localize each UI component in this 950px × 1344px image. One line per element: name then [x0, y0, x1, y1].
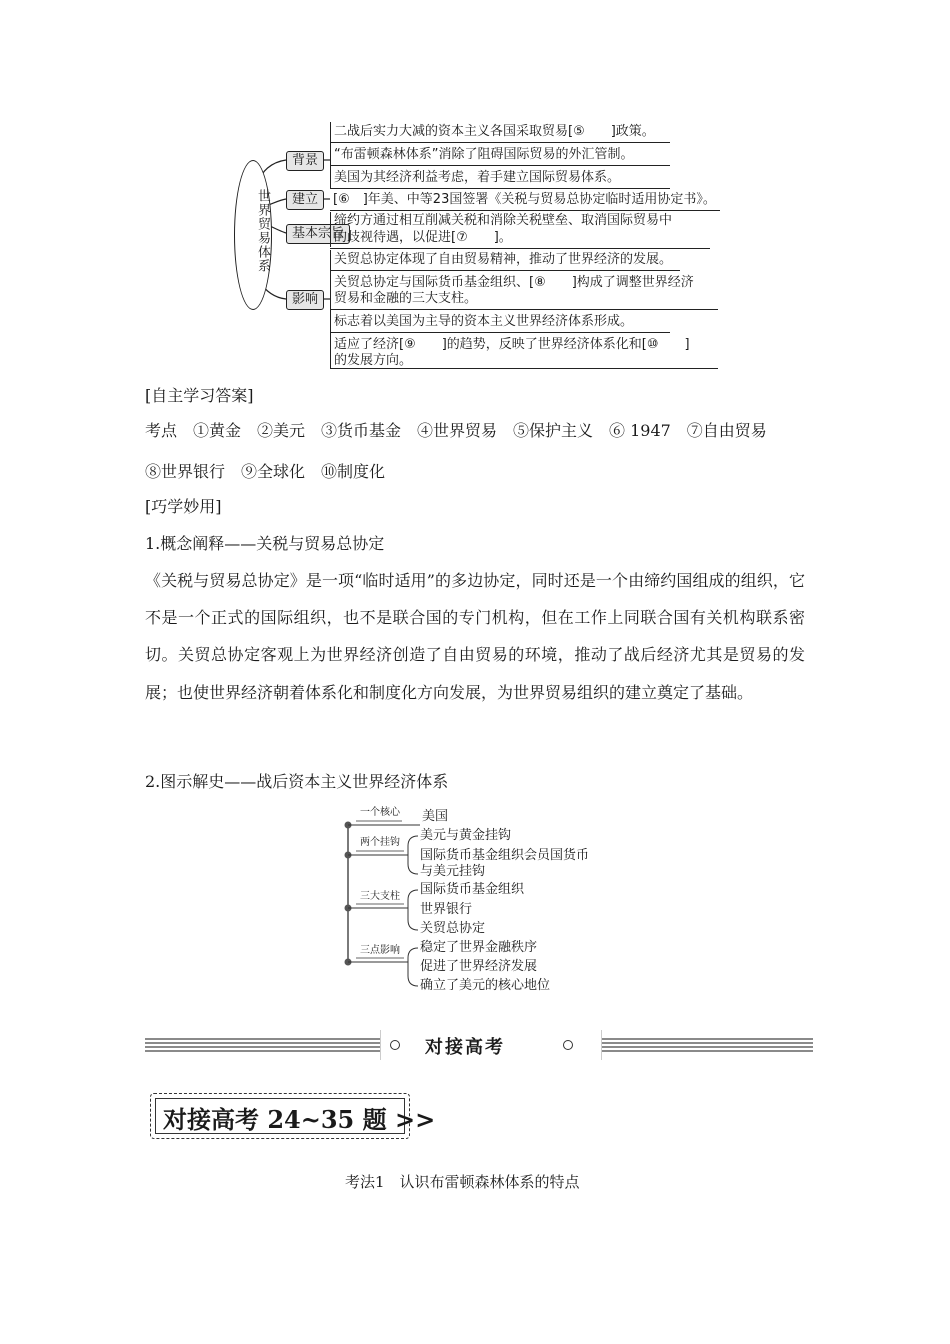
group-3-item-3: 关贸总协定 — [420, 921, 486, 936]
purpose-line-1: 缔约方通过相互削减关税和消除关税壁垒、取消国际贸易中 — [334, 213, 673, 228]
group-4-label: 三点影响 — [360, 945, 400, 956]
answers-heading: [自主学习答案] — [145, 386, 254, 405]
group-4-item-2: 促进了世界经济发展 — [420, 959, 538, 974]
impact-line-3: 贸易和金融的三大支柱。 — [334, 291, 478, 306]
group-4-item-1: 稳定了世界金融秩序 — [420, 940, 538, 955]
group-2-item-1: 美元与黄金挂钩 — [420, 828, 512, 843]
impact-line-1: 关贸总协定体现了自由贸易精神，推动了世界经济的发展。 — [334, 252, 673, 267]
group-4-item-3: 确立了美元的核心地位 — [420, 978, 551, 993]
banner-ring-left-icon — [390, 1040, 400, 1050]
impact-line-4: 标志着以美国为主导的资本主义世界经济体系形成。 — [334, 314, 634, 329]
group-1-item-1: 美国 — [422, 809, 449, 824]
background-line-1: 二战后实力大减的资本主义各国采取贸易[⑤ ]政策。 — [334, 124, 655, 139]
background-line-2: “布雷顿森林体系”消除了阻碍国际贸易的外汇管制。 — [334, 147, 634, 162]
group-3-item-2: 世界银行 — [420, 902, 473, 917]
method-title: 考法1 认识布雷顿森林体系的特点 — [345, 1173, 580, 1191]
impact-line-6: 的发展方向。 — [334, 353, 413, 368]
root-label: 世界贸易体系 — [255, 189, 270, 273]
section-1-paragraph: 《关税与贸易总协定》是一项“临时适用”的多边协定，同时还是一个由缔约国组成的组织，它不是一个正式的国际组织，也不是联合国的专门机构，但在工作上同联合国有关机构联系密切。关贸总协定客观上为世界经济创造了自由贸易的环境，推动了战后经济尤其是贸易的发展；也使世界经济朝着体系化和制度化方向发展，为世界贸易组织的建立奠定了基础。 — [145, 571, 805, 702]
group-2-label: 两个挂钩 — [360, 837, 400, 848]
node-purpose: 基本宗旨 — [286, 224, 350, 244]
node-impact: 影响 — [286, 290, 324, 310]
impact-line-2: 关贸总协定与国际货币基金组织、[⑧ ]构成了调整世界经济 — [334, 275, 694, 290]
tips-heading: [巧学妙用] — [145, 497, 222, 516]
group-1-label: 一个核心 — [360, 807, 400, 818]
section-2-title: 2.图示解史——战后资本主义世界经济体系 — [145, 772, 449, 791]
group-3-label: 三大支柱 — [360, 891, 400, 902]
impact-line-5: 适应了经济[⑨ ]的趋势，反映了世界经济体系化和[⑩ ] — [334, 337, 690, 352]
group-2-item-2: 国际货币基金组织会员国货币 — [420, 848, 590, 863]
answers-line-1: 考点 ①黄金 ②美元 ③货币基金 ④世界贸易 ⑤保护主义 ⑥ 1947 ⑦自由贸易 — [145, 421, 767, 440]
node-founding: 建立 — [286, 190, 324, 210]
group-2-item-3: 与美元挂钩 — [420, 864, 486, 879]
banner-ring-right-icon — [563, 1040, 573, 1050]
section-1-title: 1.概念阐释——关税与贸易总协定 — [145, 534, 385, 553]
group-3-item-1: 国际货币基金组织 — [420, 882, 525, 897]
background-line-3: 美国为其经济利益考虑，着手建立国际贸易体系。 — [334, 170, 621, 185]
exam-box-title: 对接高考 24~35 题 >> — [163, 1105, 436, 1134]
answers-line-2: ⑧世界银行 ⑨全球化 ⑩制度化 — [145, 462, 386, 481]
purpose-line-2: 的歧视待遇，以促进[⑦ ]。 — [334, 230, 512, 245]
banner-title: 对接高考 — [425, 1037, 505, 1058]
founding-line: [⑥ ]年美、中等23国签署《关税与贸易总协定临时适用协定书》。 — [333, 192, 716, 207]
node-background: 背景 — [286, 151, 324, 171]
